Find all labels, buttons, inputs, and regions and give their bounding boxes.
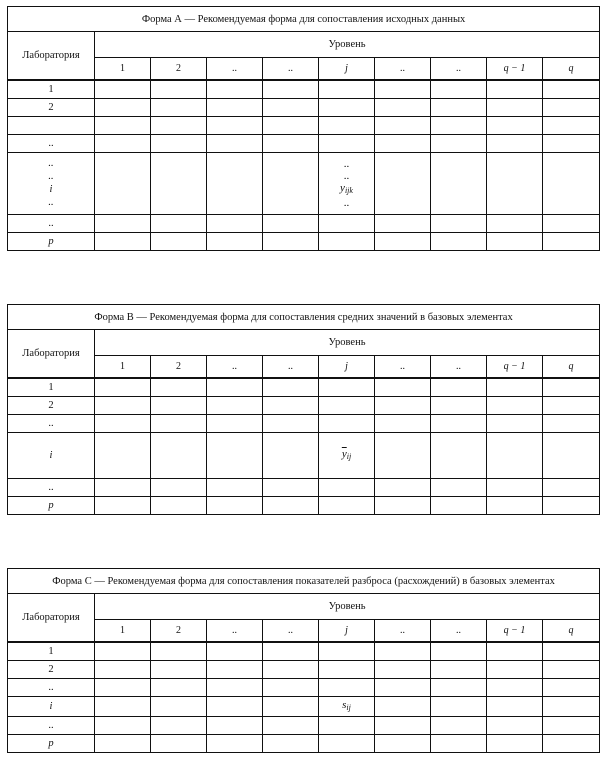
cell [431, 98, 487, 116]
row-label: i [8, 696, 95, 716]
cell [263, 152, 319, 214]
cell [375, 134, 431, 152]
form-b [7, 304, 599, 515]
cell [487, 696, 543, 716]
col-header: q [543, 356, 600, 379]
cell [375, 116, 431, 134]
col-header: q − 1 [487, 620, 543, 643]
cell [431, 696, 487, 716]
symbol-main: $\overline{y}$ [341, 447, 347, 460]
cell [319, 734, 375, 752]
cell [207, 696, 263, 716]
cell [431, 134, 487, 152]
cell [151, 660, 207, 678]
cell [543, 716, 600, 734]
col-header: .. [207, 356, 263, 379]
cell [263, 716, 319, 734]
cell [95, 116, 151, 134]
cell [263, 134, 319, 152]
cell [151, 496, 207, 514]
cell [263, 80, 319, 98]
col-header: .. [375, 620, 431, 643]
cell [487, 678, 543, 696]
cell [431, 660, 487, 678]
level-header: Уровень [95, 594, 600, 620]
cell [319, 80, 375, 98]
cell [543, 116, 600, 134]
cell [487, 734, 543, 752]
col-header: .. [207, 620, 263, 643]
cell [543, 734, 600, 752]
cell [207, 642, 263, 660]
cell [487, 80, 543, 98]
cell [207, 232, 263, 250]
cell [151, 116, 207, 134]
col-header: q − 1 [487, 58, 543, 81]
cell [543, 378, 600, 396]
lab-header: Лаборатория [8, 32, 95, 81]
cell [319, 378, 375, 396]
cell [263, 396, 319, 414]
row-label: 2 [8, 396, 95, 414]
cell [543, 214, 600, 232]
cell [263, 642, 319, 660]
cell [375, 432, 431, 478]
symbol-sub: ijk [344, 185, 353, 195]
cell [207, 716, 263, 734]
cell [95, 642, 151, 660]
cell [543, 678, 600, 696]
cell [263, 214, 319, 232]
level-header: Уровень [95, 32, 600, 58]
cell [431, 478, 487, 496]
cell [543, 152, 600, 214]
cell [487, 214, 543, 232]
cell [319, 134, 375, 152]
cell-dots: .. [343, 169, 350, 182]
cell [151, 414, 207, 432]
cell-yij-mean [319, 432, 375, 478]
cell [375, 696, 431, 716]
col-header: .. [431, 356, 487, 379]
cell [95, 396, 151, 414]
cell [207, 80, 263, 98]
cell [319, 716, 375, 734]
cell [487, 642, 543, 660]
row-label: 1 [8, 80, 95, 98]
cell [207, 660, 263, 678]
cell [431, 214, 487, 232]
cell [375, 80, 431, 98]
cell [207, 734, 263, 752]
cell [431, 642, 487, 660]
cell [375, 496, 431, 514]
cell [207, 478, 263, 496]
cell [487, 98, 543, 116]
cell [95, 152, 151, 214]
cell [207, 414, 263, 432]
cell [207, 98, 263, 116]
col-header: .. [263, 58, 319, 81]
level-header: Уровень [95, 330, 600, 356]
cell [431, 152, 487, 214]
row-label: p [8, 232, 95, 250]
cell [151, 152, 207, 214]
cell [375, 414, 431, 432]
form-b-title: Форма В — Рекомендуемая форма для сопоставления средних значений в базовых элементах [8, 305, 600, 330]
symbol-main: s [342, 698, 347, 711]
col-header: 2 [151, 58, 207, 81]
cell [431, 396, 487, 414]
form-c-table [7, 568, 600, 753]
cell-yijk [319, 152, 375, 214]
cell [207, 678, 263, 696]
cell [543, 496, 600, 514]
form-c-title: Форма С — Рекомендуемая форма для сопоставления показателей разброса (расхождений) в базовых элементах [8, 569, 600, 594]
cell [263, 478, 319, 496]
lab-header: Лаборатория [8, 330, 95, 379]
cell [487, 478, 543, 496]
cell [319, 396, 375, 414]
row-label: .. [8, 716, 95, 734]
cell [151, 696, 207, 716]
cell [375, 716, 431, 734]
cell [487, 116, 543, 134]
cell [95, 716, 151, 734]
cell [207, 152, 263, 214]
cell [375, 378, 431, 396]
col-header: .. [431, 58, 487, 81]
cell [319, 116, 375, 134]
row-label: .. .. i .. [8, 152, 95, 214]
cell [319, 232, 375, 250]
cell [375, 678, 431, 696]
cell [263, 496, 319, 514]
cell [151, 134, 207, 152]
cell [543, 642, 600, 660]
cell [95, 80, 151, 98]
cell [151, 396, 207, 414]
col-header: q − 1 [487, 356, 543, 379]
cell-dots: .. [343, 196, 350, 209]
col-header: .. [263, 620, 319, 643]
col-header: .. [375, 58, 431, 81]
row-label: 2 [8, 660, 95, 678]
cell [151, 678, 207, 696]
col-header: .. [431, 620, 487, 643]
row-label: .. [8, 478, 95, 496]
cell [487, 414, 543, 432]
row-label: 1 [8, 642, 95, 660]
cell [375, 232, 431, 250]
cell [319, 214, 375, 232]
cell [375, 98, 431, 116]
row-label: .. [8, 678, 95, 696]
cell-symbol [319, 182, 374, 197]
symbol-main: y [340, 181, 345, 194]
row-label [8, 116, 95, 134]
cell [151, 214, 207, 232]
cell [375, 152, 431, 214]
form-a-title: Форма А — Рекомендуемая форма для сопоставления исходных данных [8, 7, 600, 32]
cell [487, 152, 543, 214]
cell [263, 432, 319, 478]
cell [319, 496, 375, 514]
cell [95, 232, 151, 250]
cell [207, 134, 263, 152]
cell [543, 414, 600, 432]
cell [151, 642, 207, 660]
cell [431, 80, 487, 98]
col-header: .. [207, 58, 263, 81]
cell [487, 134, 543, 152]
cell [487, 432, 543, 478]
cell [95, 660, 151, 678]
cell [207, 496, 263, 514]
cell [95, 214, 151, 232]
col-header: 2 [151, 356, 207, 379]
cell [207, 396, 263, 414]
cell [487, 396, 543, 414]
cell [319, 642, 375, 660]
col-header: 2 [151, 620, 207, 643]
cell [95, 98, 151, 116]
col-header: q [543, 620, 600, 643]
cell [319, 478, 375, 496]
cell [95, 378, 151, 396]
cell [263, 414, 319, 432]
cell [151, 98, 207, 116]
cell [431, 232, 487, 250]
cell [543, 432, 600, 478]
lab-header: Лаборатория [8, 594, 95, 643]
cell [375, 214, 431, 232]
symbol-sub: ij [346, 451, 352, 461]
cell [431, 378, 487, 396]
cell [543, 478, 600, 496]
col-header: 1 [95, 356, 151, 379]
cell [263, 734, 319, 752]
cell [375, 642, 431, 660]
cell [543, 232, 600, 250]
cell [431, 414, 487, 432]
cell [319, 414, 375, 432]
cell [487, 232, 543, 250]
cell [95, 414, 151, 432]
cell [431, 432, 487, 478]
cell [95, 432, 151, 478]
cell [263, 378, 319, 396]
cell [543, 98, 600, 116]
cell [431, 734, 487, 752]
cell [375, 478, 431, 496]
col-header: 1 [95, 620, 151, 643]
cell [543, 80, 600, 98]
col-header: .. [375, 356, 431, 379]
row-label: .. [8, 214, 95, 232]
cell [487, 716, 543, 734]
col-header: .. [263, 356, 319, 379]
cell [431, 496, 487, 514]
cell [319, 678, 375, 696]
cell [95, 678, 151, 696]
cell [431, 116, 487, 134]
cell [487, 660, 543, 678]
cell [431, 678, 487, 696]
form-a [7, 6, 599, 251]
cell [487, 378, 543, 396]
row-label: p [8, 734, 95, 752]
cell [207, 116, 263, 134]
row-label: p [8, 496, 95, 514]
row-label: i [8, 432, 95, 478]
col-header: 1 [95, 58, 151, 81]
cell [487, 496, 543, 514]
cell [263, 116, 319, 134]
cell [375, 660, 431, 678]
cell [207, 432, 263, 478]
cell [151, 232, 207, 250]
form-a-table [7, 6, 600, 251]
cell [95, 478, 151, 496]
col-header: q [543, 58, 600, 81]
row-label: 1 [8, 378, 95, 396]
col-header: j [319, 356, 375, 379]
cell [207, 214, 263, 232]
cell [95, 496, 151, 514]
cell [95, 734, 151, 752]
row-label: .. [8, 134, 95, 152]
cell [263, 232, 319, 250]
cell [151, 80, 207, 98]
cell [151, 378, 207, 396]
form-c [7, 568, 599, 753]
cell [543, 696, 600, 716]
col-header: j [319, 620, 375, 643]
cell [95, 696, 151, 716]
cell [263, 660, 319, 678]
cell [375, 734, 431, 752]
cell [543, 396, 600, 414]
cell [375, 396, 431, 414]
form-b-table [7, 304, 600, 515]
cell [151, 432, 207, 478]
symbol-sub: ij [346, 702, 351, 712]
col-header: j [319, 58, 375, 81]
row-label: 2 [8, 98, 95, 116]
row-label: .. [8, 414, 95, 432]
cell [151, 716, 207, 734]
cell [543, 660, 600, 678]
cell [319, 660, 375, 678]
cell [263, 696, 319, 716]
cell [543, 134, 600, 152]
cell [207, 378, 263, 396]
cell-dots: .. [343, 157, 350, 170]
cell [95, 134, 151, 152]
cell-sij [319, 696, 375, 716]
cell [263, 98, 319, 116]
cell [319, 98, 375, 116]
cell [263, 678, 319, 696]
cell [151, 478, 207, 496]
cell [151, 734, 207, 752]
cell [431, 716, 487, 734]
